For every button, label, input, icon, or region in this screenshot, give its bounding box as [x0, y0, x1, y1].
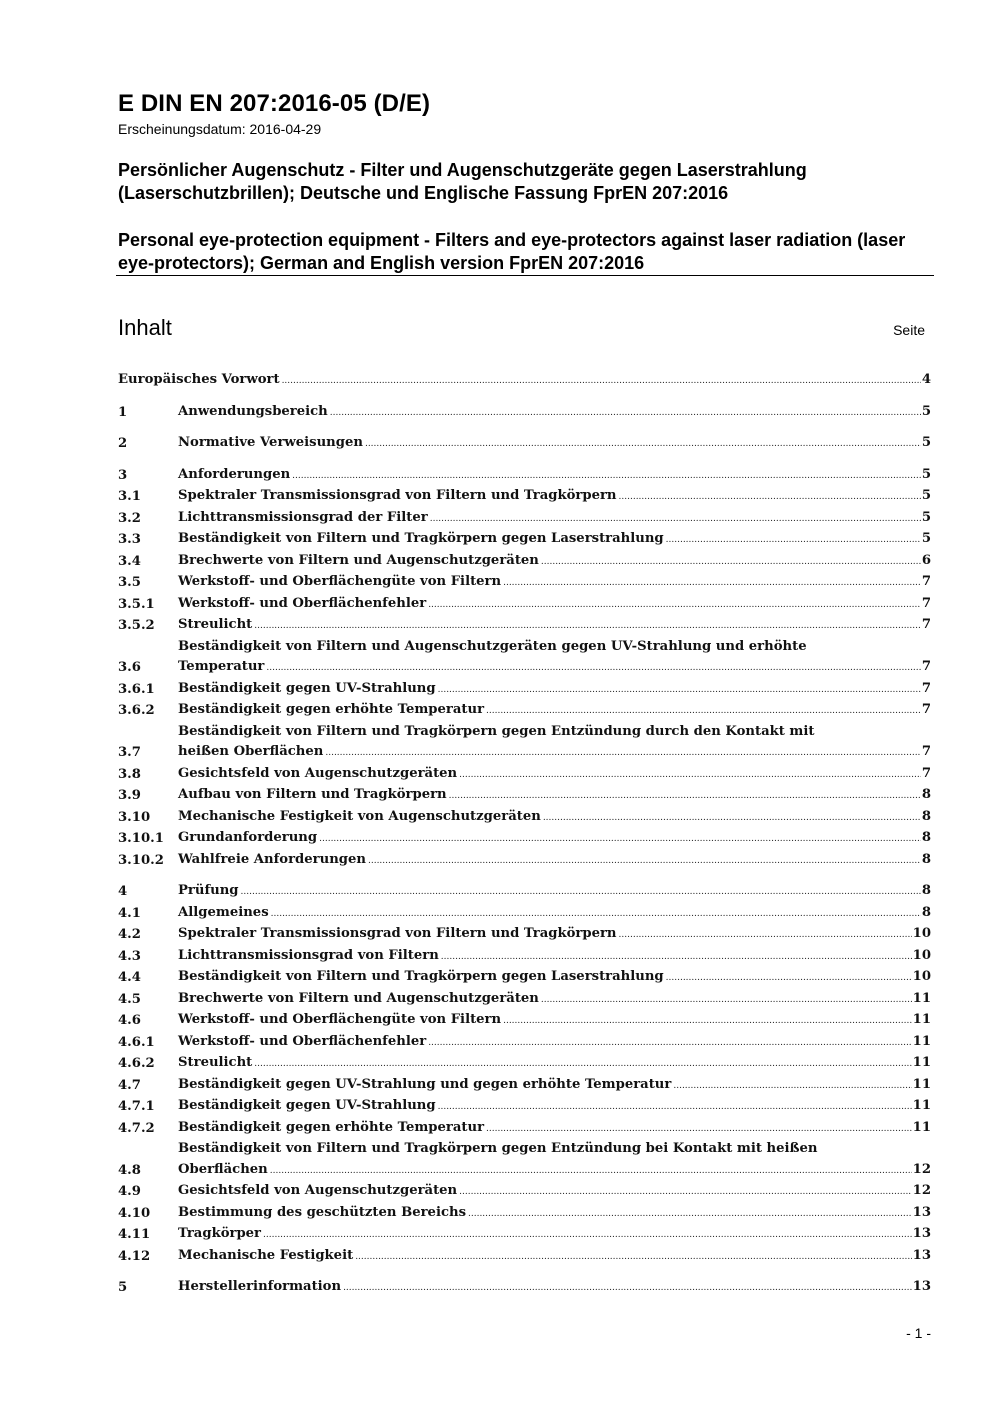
toc-entry-number: 4.3: [118, 948, 141, 964]
toc-entry-number: 4.7: [118, 1077, 141, 1093]
toc-entry-number: 4.10: [118, 1205, 151, 1221]
toc-entry-number: 3.10.1: [118, 831, 164, 846]
toc-entry-page: 8: [921, 883, 931, 898]
toc-entry[interactable]: [118, 370, 931, 392]
toc-entry-page: 13: [912, 1226, 931, 1241]
toc-entry[interactable]: [118, 615, 931, 637]
toc-entry-page: 13: [912, 1247, 931, 1263]
toc-entry-page: 6: [921, 552, 931, 568]
toc-entry-page: 7: [921, 574, 931, 589]
toc-entry-title: Aufbau von Filtern und Tragkörpern: [178, 787, 447, 802]
toc-dot-leader: [503, 572, 921, 594]
toc-entry-page: 11: [912, 1098, 931, 1113]
toc-entry-title: Herstellerinformation: [178, 1279, 342, 1294]
toc-entry-page: 11: [912, 1033, 931, 1049]
toc-dot-leader: [270, 1160, 912, 1182]
toc-dot-leader: [673, 1075, 911, 1097]
toc-entry[interactable]: [118, 637, 931, 679]
toc-entry-number: 3.6.2: [118, 703, 155, 718]
toc-dot-leader: [503, 1010, 912, 1032]
toc-entry-page: 12: [912, 1161, 931, 1177]
toc-entry[interactable]: [118, 903, 931, 925]
toc-entry-page: 5: [921, 466, 931, 482]
toc-entry-page: 8: [921, 851, 931, 867]
toc-entry-page: 11: [912, 1055, 931, 1070]
toc-entry-title: Werkstoff- und Oberflächengüte von Filtern: [178, 1012, 502, 1027]
toc-dot-leader: [666, 967, 912, 989]
toc-entry-page: 10: [912, 969, 931, 984]
toc-entry-page: 8: [921, 808, 931, 824]
toc-entry-number: 2: [118, 436, 128, 451]
toc-dot-leader: [343, 1277, 912, 1299]
toc-entry-number: 4.6: [118, 1013, 141, 1028]
toc-entry-page: 11: [912, 1119, 931, 1135]
toc-entry-title: Lichttransmissionsgrad von Filtern: [178, 947, 439, 963]
toc-entry[interactable]: [118, 486, 931, 508]
toc-entry-number: 4.7.2: [118, 1120, 155, 1136]
toc-entry-page: 11: [912, 1012, 931, 1027]
toc-dot-leader: [459, 1181, 911, 1203]
toc-entry-title: Gesichtsfeld von Augenschutzgeräten: [178, 1183, 458, 1198]
toc-entry-title: Beständigkeit gegen UV-Strahlung: [178, 1098, 436, 1113]
toc-entry[interactable]: [118, 1246, 931, 1268]
toc-entry-number: 4.9: [118, 1184, 141, 1199]
toc-entry-title: Mechanische Festigkeit von Augenschutzgeräten: [178, 808, 541, 824]
toc-entry[interactable]: [118, 402, 931, 424]
toc-entry[interactable]: [118, 828, 931, 850]
toc-entry-number: 4.8: [118, 1162, 141, 1178]
toc-entry[interactable]: [118, 1277, 931, 1299]
toc-entry-title: Spektraler Transmissionsgrad von Filtern und Tragkörpern: [178, 488, 617, 503]
toc-entry-number: 3.10.2: [118, 852, 164, 868]
toc-entry-title: Tragkörper: [178, 1226, 262, 1241]
toc-dot-leader: [543, 807, 921, 829]
title-german: Persönlicher Augenschutz - Filter und Augenschutzgeräte gegen Laserstrahlung (Laserschutzbrillen); Deutsche und Englische Fassung FprEN 207:2016: [118, 160, 807, 203]
toc-entry-number: 1: [118, 404, 128, 420]
toc-dot-leader: [282, 370, 921, 392]
toc-entry[interactable]: [118, 1224, 931, 1246]
toc-dot-leader: [368, 850, 921, 872]
toc-entry-page: 5: [921, 531, 931, 546]
toc-entry-title: Prüfung: [178, 883, 239, 898]
toc-entry-page: 5: [921, 435, 931, 450]
toc-dot-leader: [319, 828, 921, 850]
toc-entry[interactable]: [118, 807, 931, 829]
toc-entry[interactable]: [118, 508, 931, 530]
toc-dot-leader: [486, 700, 921, 722]
toc-entry-page: 7: [921, 680, 931, 696]
toc-entry-page: 7: [921, 702, 931, 717]
document-id: E DIN EN 207:2016-05 (D/E): [118, 90, 431, 117]
toc-entry-number: 4.2: [118, 927, 141, 942]
toc-entry-number: 3.8: [118, 766, 141, 782]
toc-entry-page: 5: [921, 509, 931, 525]
toc-entry-title: Beständigkeit gegen erhöhte Temperatur: [178, 702, 485, 717]
toc-entry-number: 3.5.1: [118, 596, 155, 612]
toc-entry-page: 7: [921, 617, 931, 632]
toc-entry-number: 3.9: [118, 788, 141, 803]
toc-dot-leader: [271, 903, 921, 925]
toc-entry-title: Werkstoff- und Oberflächenfehler: [178, 595, 427, 611]
toc-entry[interactable]: [118, 679, 931, 701]
toc-dot-leader: [263, 1224, 912, 1246]
toc-entry-number: 3.5: [118, 575, 141, 590]
toc-entry[interactable]: [118, 1075, 931, 1097]
toc-entry-page: 11: [912, 990, 931, 1006]
toc-dot-leader: [428, 1032, 911, 1054]
table-of-contents: [118, 370, 931, 1299]
toc-dot-leader: [254, 615, 921, 637]
toc-entry[interactable]: [118, 1053, 931, 1075]
toc-dot-leader: [541, 989, 912, 1011]
toc-entry[interactable]: [118, 433, 931, 455]
toc-dot-leader: [292, 465, 921, 487]
toc-entry-title: Beständigkeit von Filtern und Tragkörpern gegen Laserstrahlung: [178, 969, 664, 984]
toc-entry-title: Europäisches Vorwort: [118, 372, 280, 387]
toc-dot-leader: [541, 551, 921, 573]
toc-dot-leader: [441, 946, 912, 968]
toc-entry-title-continued: Oberflächen: [178, 1161, 268, 1177]
toc-entry-title: Beständigkeit von Filtern und Tragkörpern gegen Laserstrahlung: [178, 531, 664, 546]
toc-entry[interactable]: [118, 700, 931, 722]
toc-entry[interactable]: [118, 1118, 931, 1140]
toc-entry[interactable]: [118, 594, 931, 616]
toc-entry-title: Werkstoff- und Oberflächenfehler: [178, 1033, 427, 1049]
toc-entry-number: 4: [118, 884, 128, 899]
toc-entry-title: Bestimmung des geschützten Bereichs: [178, 1204, 466, 1220]
toc-heading: Inhalt: [118, 315, 172, 340]
toc-entry-page: 7: [921, 765, 931, 781]
toc-entry[interactable]: [118, 722, 931, 764]
toc-entry-title: Brechwerte von Filtern und Augenschutzgeräten: [178, 990, 539, 1006]
toc-entry-title: Mechanische Festigkeit: [178, 1247, 354, 1263]
toc-entry-title: Gesichtsfeld von Augenschutzgeräten: [178, 765, 458, 781]
toc-dot-leader: [355, 1246, 911, 1268]
toc-dot-leader: [619, 924, 912, 946]
toc-entry-number: 4.7.1: [118, 1099, 155, 1114]
toc-dot-leader: [666, 529, 921, 551]
toc-entry-number: 3.6.1: [118, 681, 155, 697]
toc-entry-number: 4.5: [118, 991, 141, 1007]
toc-dot-leader: [365, 433, 921, 455]
toc-entry-number: 3.5.2: [118, 618, 155, 633]
toc-dot-leader: [449, 785, 921, 807]
toc-entry-page: 8: [921, 787, 931, 802]
toc-entry-page: 10: [912, 947, 931, 963]
toc-entry-number: 4.6.1: [118, 1034, 155, 1050]
toc-entry[interactable]: [118, 551, 931, 573]
toc-dot-leader: [325, 742, 920, 764]
toc-entry[interactable]: [118, 1010, 931, 1032]
toc-dot-leader: [266, 657, 920, 679]
toc-entry-number: 4.6.2: [118, 1056, 155, 1071]
toc-entry-title: Beständigkeit gegen UV-Strahlung: [178, 680, 436, 696]
toc-entry-title: Brechwerte von Filtern und Augenschutzgeräten: [178, 552, 539, 568]
toc-entry-page: 8: [921, 830, 931, 845]
toc-entry-page: 11: [912, 1076, 931, 1092]
toc-entry[interactable]: [118, 946, 931, 968]
toc-dot-leader: [459, 764, 921, 786]
toc-entry-title: Beständigkeit gegen erhöhte Temperatur: [178, 1119, 485, 1135]
toc-entry-page: 5: [921, 403, 931, 419]
toc-entry-title: Grundanforderung: [178, 830, 318, 845]
toc-entry-page: 10: [912, 926, 931, 941]
toc-entry[interactable]: [118, 1096, 931, 1118]
toc-entry[interactable]: [118, 465, 931, 487]
toc-dot-leader: [438, 679, 921, 701]
toc-entry-number: 3.10: [118, 809, 151, 825]
toc-dot-leader: [254, 1053, 911, 1075]
toc-entry-page: 4: [921, 372, 931, 387]
toc-entry-title: Streulicht: [178, 617, 253, 632]
toc-entry-page: 5: [921, 488, 931, 503]
toc-dot-leader: [430, 508, 921, 530]
toc-entry-title: Lichttransmissionsgrad der Filter: [178, 509, 428, 525]
toc-entry-number: 3.2: [118, 510, 141, 526]
toc-entry-title: Normative Verweisungen: [178, 435, 363, 450]
toc-dot-leader: [619, 486, 921, 508]
toc-dot-leader: [330, 402, 921, 424]
toc-dot-leader: [468, 1203, 912, 1225]
page-column-label: Seite: [893, 322, 925, 338]
toc-dot-leader: [486, 1118, 912, 1140]
toc-entry-title: Beständigkeit von Filtern und Tragkörpern gegen Entzündung durch den Kontakt mit: [178, 723, 815, 739]
toc-entry-page: 12: [912, 1183, 931, 1198]
toc-entry-page: 8: [921, 904, 931, 920]
toc-entry[interactable]: [118, 1181, 931, 1203]
toc-entry-title: Streulicht: [178, 1055, 253, 1070]
toc-dot-leader: [428, 594, 921, 616]
title-english: Personal eye-protection equipment - Filters and eye-protectors against laser radiation (laser eye-protectors); German and English version FprEN 207:2016: [118, 230, 906, 273]
toc-entry-number: 3.4: [118, 553, 141, 569]
toc-entry-number: 3.6: [118, 660, 141, 675]
toc-entry[interactable]: [118, 967, 931, 989]
toc-entry-page: 7: [921, 595, 931, 611]
toc-entry[interactable]: [118, 529, 931, 551]
toc-entry[interactable]: [118, 989, 931, 1011]
toc-entry-title: Anforderungen: [178, 466, 291, 482]
toc-entry-number: 3.3: [118, 532, 141, 547]
toc-entry-page: 13: [912, 1204, 931, 1220]
toc-entry[interactable]: [118, 572, 931, 594]
toc-entry[interactable]: [118, 1139, 931, 1181]
toc-entry-number: 3.1: [118, 489, 141, 504]
toc-entry-title-continued: Temperatur: [178, 659, 265, 674]
toc-entry-title: Wahlfreie Anforderungen: [178, 851, 366, 867]
toc-entry-page: 7: [921, 659, 931, 674]
publication-date: Erscheinungsdatum: 2016-04-29: [118, 121, 322, 137]
toc-entry-title: Beständigkeit von Filtern und Tragkörpern gegen Entzündung bei Kontakt mit heißen: [178, 1141, 818, 1156]
toc-entry-title: Werkstoff- und Oberflächengüte von Filtern: [178, 574, 502, 589]
toc-entry[interactable]: [118, 1032, 931, 1054]
toc-entry-page: 7: [921, 744, 931, 759]
toc-entry-title-continued: heißen Oberflächen: [178, 744, 324, 759]
toc-entry-number: 4.11: [118, 1227, 151, 1242]
toc-entry[interactable]: [118, 764, 931, 786]
footer-page-number: - 1 -: [906, 1325, 931, 1341]
toc-entry-title: Beständigkeit gegen UV-Strahlung und gegen erhöhte Temperatur: [178, 1076, 672, 1092]
toc-entry[interactable]: [118, 924, 931, 946]
toc-entry-page: 13: [912, 1279, 931, 1294]
toc-entry-number: 3: [118, 467, 128, 483]
toc-entry[interactable]: [118, 1203, 931, 1225]
toc-entry[interactable]: [118, 850, 931, 872]
toc-entry-title: Spektraler Transmissionsgrad von Filtern und Tragkörpern: [178, 926, 617, 941]
toc-dot-leader: [241, 881, 921, 903]
toc-entry-title: Beständigkeit von Filtern und Augenschutzgeräten gegen UV-Strahlung und erhöhte: [178, 638, 807, 654]
toc-entry-title: Anwendungsbereich: [178, 403, 328, 419]
toc-entry-number: 4.1: [118, 905, 141, 921]
toc-entry[interactable]: [118, 785, 931, 807]
toc-entry[interactable]: [118, 881, 931, 903]
toc-entry-title: Allgemeines: [178, 904, 269, 920]
toc-entry-number: 3.7: [118, 745, 141, 760]
toc-dot-leader: [438, 1096, 912, 1118]
toc-entry-number: 4.12: [118, 1248, 151, 1264]
toc-entry-number: 5: [118, 1280, 128, 1295]
header-divider: [116, 275, 934, 276]
toc-entry-number: 4.4: [118, 970, 141, 985]
